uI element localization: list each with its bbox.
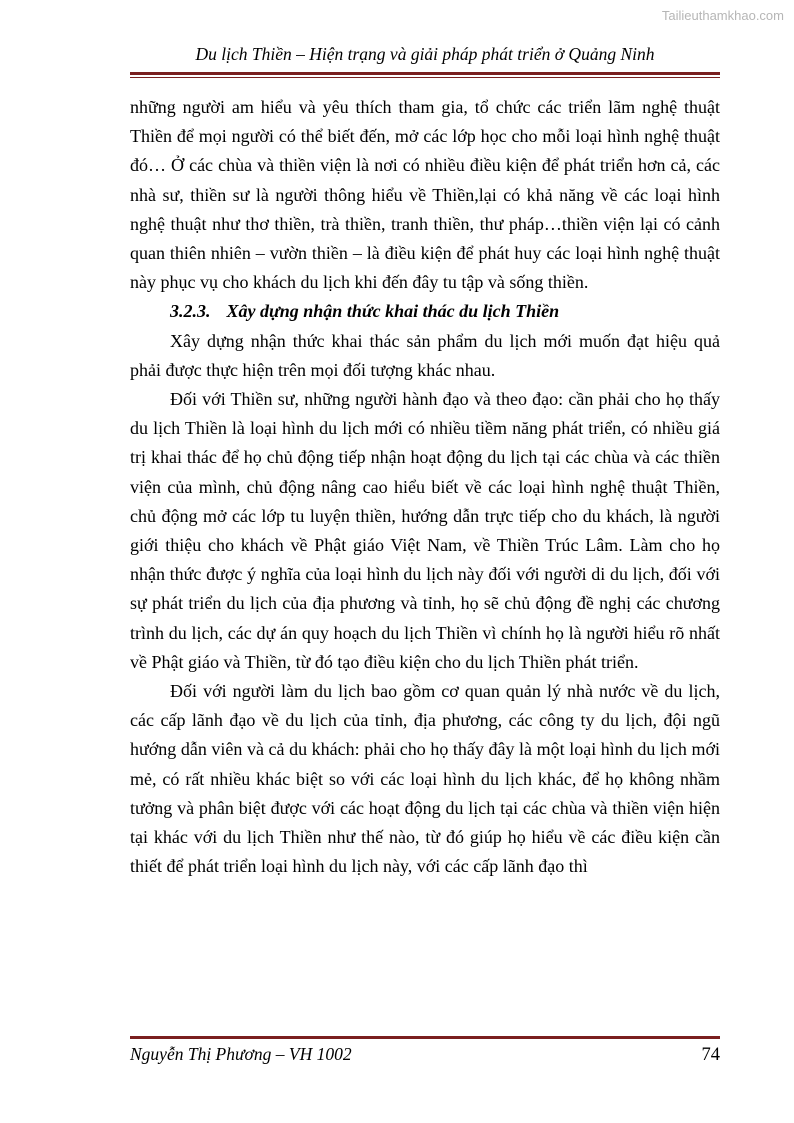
running-header-title: Du lịch Thiền – Hiện trạng và giải pháp phát triển ở Quảng Ninh bbox=[195, 44, 655, 64]
paragraph: Đối với người làm du lịch bao gồm cơ quan quản lý nhà nước về du lịch, các cấp lãnh đạo về du lịch của tỉnh, địa phương, các công ty du lịch, đội ngũ hướng dẫn viên và cả du khách: phải cho họ thấy đây là một loại hình du lịch mới mẻ, có rất nhiều khác biệt so với các loại hình du lịch khác, để họ không nhầm tưởng và phân biệt được với các hoạt động du lịch tại các chùa và thiền viện hiện tại khác với du lịch Thiền như thế nào, từ đó giúp họ hiểu về các điều kiện cần thiết để phát triển loại hình du lịch này, với các cấp lãnh đạo thì bbox=[130, 681, 720, 877]
footer-row bbox=[130, 1044, 720, 1066]
page-header bbox=[130, 44, 720, 78]
paragraph: Đối với Thiền sư, những người hành đạo và theo đạo: cần phải cho họ thấy du lịch Thiền là loại hình du lịch mới có nhiều tiềm năng phát triển, có nhiều giá trị khai thác để họ chủ động tiếp nhận hoạt động du lịch tại các chùa và các thiền viện của mình, chủ động nâng cao hiểu biết về các loại hình nghệ thuật Thiền, chủ động mở các lớp tu luyện thiền, hướng dẫn trực tiếp cho du khách, là người giới thiệu cho khách về Phật giáo Việt Nam, về Thiền Trúc Lâm. Làm cho họ nhận thức được ý nghĩa của loại hình du lịch này đối với người di du lịch, đối với sự phát triển du lịch của địa phương và tỉnh, họ sẽ chủ động đề nghị các chương trình du lịch, các dự án quy hoạch du lịch Thiền vì chính họ là người hiểu rõ nhất về Phật giáo và Thiền, từ đó tạo điều kiện cho du lịch Thiền phát triển. bbox=[130, 389, 720, 672]
section-heading bbox=[170, 297, 720, 326]
section-heading-number: 3.2.3. bbox=[170, 301, 211, 322]
document-body bbox=[130, 93, 720, 881]
section-heading-text: Xây dựng nhận thức khai thác du lịch Thiền bbox=[226, 301, 560, 322]
paragraph-continuation: những người am hiểu và yêu thích tham gia, tổ chức các triển lãm nghệ thuật Thiền để mọi người có thể biết đến, mở các lớp học cho mỗi loại hình nghệ thuật đó… Ở các chùa và thiền viện là nơi có nhiều điều kiện để phát triển hơn cả, các nhà sư, thiền sư là người thông hiểu về Thiền,lại có khả năng về các loại hình nghệ thuật như thơ thiền, trà thiền, tranh thiền, thư pháp…thiền viện lại có cảnh quan thiên nhiên – vườn thiền – là điều kiện để phát huy các loại hình nghệ thuật này phục vụ cho khách du lịch khi đến đây tu tập và sống thiền. bbox=[130, 97, 720, 293]
page-footer bbox=[130, 1036, 720, 1066]
header-rule bbox=[130, 72, 720, 78]
site-watermark: Tailieuthamkhao.com bbox=[661, 8, 784, 23]
paragraph: Xây dựng nhận thức khai thác sản phẩm du lịch mới muốn đạt hiệu quả phải được thực hiện trên mọi đối tượng khác nhau. bbox=[130, 330, 720, 380]
header-rule-thin bbox=[130, 77, 720, 78]
header-rule-thick bbox=[130, 72, 720, 75]
footer-rule bbox=[130, 1036, 720, 1039]
footer-page-number: 74 bbox=[701, 1045, 720, 1065]
footer-author: Nguyễn Thị Phương – VH 1002 bbox=[130, 1044, 352, 1064]
